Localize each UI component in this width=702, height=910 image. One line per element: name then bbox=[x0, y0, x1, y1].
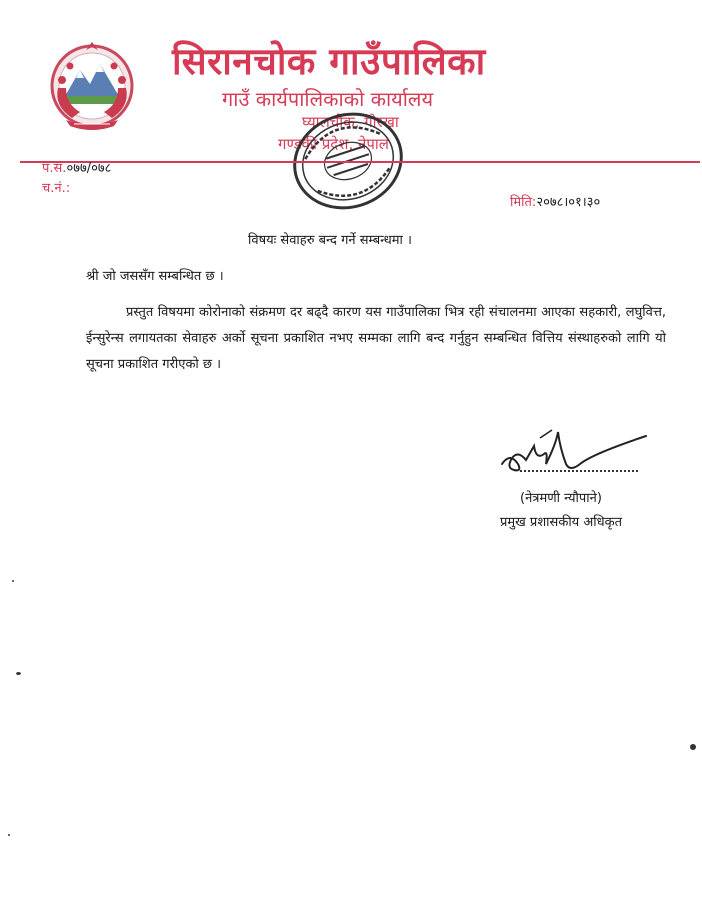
patra-label: प.सं. bbox=[42, 161, 67, 176]
header-divider bbox=[20, 161, 700, 163]
handwritten-signature bbox=[496, 424, 656, 484]
scan-speck bbox=[8, 834, 10, 836]
salutation: श्री जो जससँग सम्बन्धित छ । bbox=[86, 269, 224, 284]
date-label: मिति: bbox=[510, 195, 537, 210]
date bbox=[510, 192, 600, 210]
signer-title: प्रमुख प्रशासकीय अधिकृत bbox=[500, 515, 623, 530]
office-name: गाउँ कार्यपालिकाको कार्यालय bbox=[222, 87, 434, 111]
chalani-number bbox=[42, 178, 70, 196]
patra-value: ०७७/०७८ bbox=[66, 161, 112, 176]
letter-body: प्रस्तुत विषयमा कोरोनाको संक्रमण दर बढ्दै कारण यस गाउँपालिका भित्र रही संचालनमा आएका सहकारी, लघुवित्त, ईन्सुरेन्स लगायतका सेवाहरु अर्को सूचना प्रकाशित नभए सम्मका लागि बन्द गर्नुहुन सम्बन्धित वित्तिय संस्थाहरुको लागि यो सूचना प्रकाशित गरीएको छ । bbox=[86, 305, 666, 372]
scan-speck bbox=[16, 672, 21, 675]
signer-name: (नेत्रमणी न्यौपाने) bbox=[520, 491, 602, 506]
nepal-emblem-icon bbox=[44, 36, 140, 132]
chalani-label: च.नं.: bbox=[42, 181, 71, 196]
patra-sankhya bbox=[42, 158, 111, 176]
address-line-2: गण्डकी प्रदेश, नेपाल bbox=[278, 135, 389, 153]
subject-line: विषयः सेवाहरु बन्द गर्ने सम्बन्धमा । bbox=[248, 233, 412, 248]
address-line-1: घ्यालचोक, गोरखा bbox=[302, 113, 399, 131]
scan-speck bbox=[12, 580, 14, 582]
date-value: २०७८।०१।३० bbox=[536, 195, 601, 210]
scan-speck bbox=[690, 744, 696, 750]
org-name: सिरानचोक गाउँपालिका bbox=[172, 40, 486, 83]
signature-line bbox=[520, 470, 638, 472]
